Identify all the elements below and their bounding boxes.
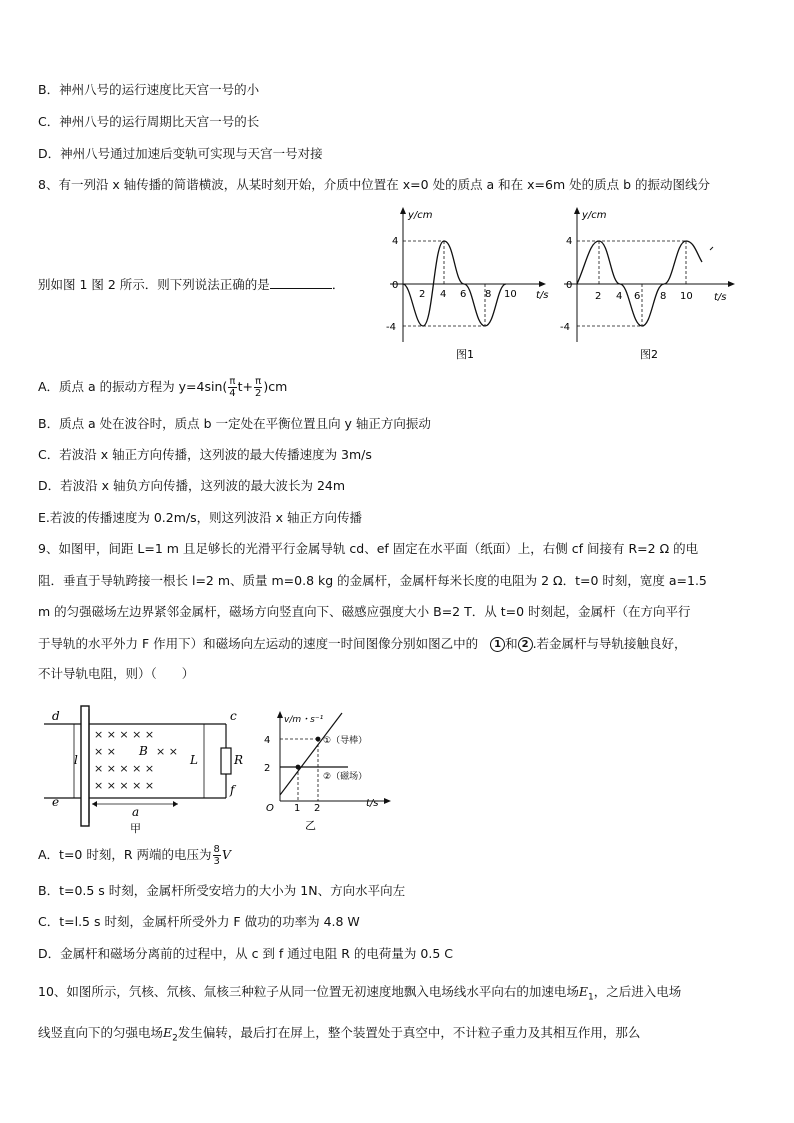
fig2-xtick-8: 8 <box>660 291 667 302</box>
fig-yi-ytick-4: 4 <box>264 735 271 746</box>
q10-stem-line1 <box>38 984 681 1006</box>
q8-stem-text: 别如图 1 图 2 所示．则下列说法正确的是 <box>38 277 270 292</box>
q9-figure-yi <box>258 705 398 835</box>
fig1-ytick-0: 0 <box>392 280 399 291</box>
fraction-numerator: 8 <box>213 844 220 855</box>
label-c: c <box>230 709 237 723</box>
fig1-xtick-6: 6 <box>460 289 467 300</box>
fig2-caption: 图2 <box>640 348 658 361</box>
q8-option-a <box>38 376 287 399</box>
fig1-ylabel: y/cm <box>408 210 433 221</box>
fig1-xtick-2: 2 <box>419 289 426 300</box>
fig2-xlabel: t/s <box>714 292 727 303</box>
fig-yi-origin: O <box>266 803 274 814</box>
fig2-xtick-10: 10 <box>680 291 693 302</box>
circled-number-2: 2 <box>518 637 533 652</box>
symbol-e2: E <box>163 1025 173 1040</box>
q8-figure-1 <box>378 204 553 364</box>
fig1-xtick-4: 4 <box>440 289 447 300</box>
q10-stem-text-end: ，之后进入电场 <box>593 984 682 999</box>
q7-option-c: C．神州八号的运行周期比天宫一号的长 <box>38 114 260 129</box>
svg-text:× × × × ×: × × × × × <box>94 728 155 741</box>
conjunction: 和 <box>505 636 518 651</box>
q10-stem-text2-end: 发生偏转，最后打在屏上，整个装置处于真空中，不计粒子重力及其相互作用，那么 <box>177 1025 641 1040</box>
q8-option-c: C．若波沿 x 轴正方向传播，这列波的最大传播速度为 3m/s <box>38 447 372 462</box>
q8-stem-line1: 8、有一列沿 x 轴传播的简谐横波，从某时刻开始，介质中位置在 x=0 处的质点 a 和在 x=6m 处的质点 b 的振动图线分 <box>38 177 711 192</box>
q8-option-a-mid: t+ <box>237 379 253 394</box>
q8-stem-end: ． <box>331 277 345 292</box>
fig1-xtick-8: 8 <box>485 289 492 300</box>
fig1-ytick-neg4: -4 <box>386 322 396 333</box>
fraction-denominator: 2 <box>255 388 262 399</box>
q9-stem-line3: m 的匀强磁场左边界紧邻金属杆，磁场方向竖直向下、磁感应强度大小 B=2 T．从 t=0 时刻起，金属杆（在方向平行 <box>38 604 691 619</box>
q7-option-b: B．神州八号的运行速度比天宫一号的小 <box>38 82 260 97</box>
fig1-caption: 图1 <box>456 348 474 361</box>
svg-text:× ×: × × <box>156 745 178 758</box>
fig-yi-caption: 乙 <box>305 819 316 832</box>
label-d: d <box>52 709 60 723</box>
q8-option-d: D．若波沿 x 轴负方向传播，这列波的最大波长为 24m <box>38 478 346 493</box>
fig-yi-ytick-2: 2 <box>264 763 271 774</box>
q8-stem-line2 <box>38 276 344 293</box>
fraction-8-over-3 <box>213 844 221 867</box>
q9-option-a-prefix: A．t=0 时刻，R 两端的电压为 <box>38 847 212 862</box>
fig-jia-caption: 甲 <box>130 822 141 834</box>
fig1-ytick-4: 4 <box>392 236 399 247</box>
label-b: B <box>139 744 148 758</box>
q8-figure-2 <box>552 204 742 364</box>
label-l-lower: l <box>74 753 78 767</box>
fig2-ytick-0: 0 <box>566 280 573 291</box>
q9-option-a <box>38 844 231 867</box>
fig2-xtick-4: 4 <box>616 291 623 302</box>
q8-option-e: E.若波的传播速度为 0.2m/s，则这列波沿 x 轴正方向传播 <box>38 510 362 525</box>
magnetic-field-crosses <box>94 728 178 792</box>
label-e: e <box>52 795 60 809</box>
line-1-rod <box>280 713 342 795</box>
q9-option-d: D．金属杆和磁场分离前的过程中，从 c 到 f 通过电阻 R 的电荷量为 0.5 C <box>38 946 453 961</box>
answer-blank <box>270 276 332 289</box>
q8-option-b: B．质点 a 处在波谷时，质点 b 一定处在平衡位置且向 y 轴正方向振动 <box>38 416 431 431</box>
q10-stem-text: 10、如图所示，氕核、氘核、氚核三种粒子从同一位置无初速度地飘入电场线水平向右的加速电场 <box>38 984 579 999</box>
q9-option-b: B．t=0.5 s 时刻，金属杆所受安培力的大小为 1N、方向水平向左 <box>38 883 406 898</box>
q9-stem-line5: 不计导轨电阻，则）（ ） <box>38 666 195 681</box>
symbol-e2-subscript: 2 <box>172 1033 178 1044</box>
label-l-upper: L <box>190 753 198 767</box>
circled-number-1: 1 <box>490 637 505 652</box>
label-a: a <box>132 805 140 819</box>
q9-stem-text: 于导轨的水平外力 F 作用下）和磁场向左运动的速度一时间图像分别如图乙中的 <box>38 636 479 651</box>
q9-stem-line2: 阻．垂直于导轨跨接一根长 l=2 m、质量 m=0.8 kg 的金属杆，金属杆每米长度的电阻为 2 Ω．t=0 时刻，宽度 a=1.5 <box>38 573 707 588</box>
fig2-xtick-6: 6 <box>634 291 641 302</box>
label-r: R <box>234 753 244 767</box>
fig2-ylabel: y/cm <box>582 210 607 221</box>
q9-stem-line1: 9、如图甲，间距 L=1 m 且足够长的光滑平行金属导轨 cd、ef 固定在水平面（纸面）上，右侧 cf 间接有 R=2 Ω 的电 <box>38 541 699 556</box>
fig-yi-ylabel: v/m・s⁻¹ <box>284 715 324 725</box>
fig1-xlabel: t/s <box>536 290 549 301</box>
line-2-label: ②（磁场） <box>323 772 368 782</box>
fig2-ytick-4: 4 <box>566 236 573 247</box>
q7-option-d: D．神州八号通过加速后变轨可实现与天宫一号对接 <box>38 146 323 161</box>
q9-figure-jia <box>44 700 254 834</box>
fig2-xtick-2: 2 <box>595 291 602 302</box>
svg-text:× ×: × × <box>94 745 116 758</box>
q8-option-a-prefix: A．质点 a 的振动方程为 y=4sin( <box>38 379 228 394</box>
resistor-r <box>221 748 231 774</box>
symbol-e1: E <box>578 984 589 999</box>
q9-stem-line4 <box>38 636 687 652</box>
q9-option-c: C．t=l.5 s 时刻，金属杆所受外力 F 做功的功率为 4.8 W <box>38 914 360 929</box>
q8-option-a-suffix: )cm <box>263 379 288 394</box>
svg-text:× × × × ×: × × × × × <box>94 779 155 792</box>
svg-text:× × × × ×: × × × × × <box>94 762 155 775</box>
label-f: f <box>230 783 235 797</box>
metal-rod <box>81 706 89 826</box>
fig-yi-xtick-1: 1 <box>294 803 301 814</box>
unit-v: V <box>221 847 231 862</box>
fraction-numerator: π <box>229 376 236 387</box>
fig1-xtick-10: 10 <box>504 289 517 300</box>
fraction-pi-over-2 <box>254 376 262 399</box>
q10-stem-text2: 线竖直向下的匀强电场 <box>38 1025 164 1040</box>
fig2-ytick-neg4: -4 <box>560 322 570 333</box>
fraction-denominator: 3 <box>213 856 220 867</box>
fig-yi-xtick-2: 2 <box>314 803 321 814</box>
fraction-pi-over-4 <box>228 376 236 399</box>
fraction-numerator: π <box>255 376 262 387</box>
line-1-label: ①（导棒） <box>323 736 368 746</box>
symbol-e1-subscript: 1 <box>588 992 594 1003</box>
q9-stem-text-end: .若金属杆与导轨接触良好， <box>532 636 687 651</box>
fig-yi-xlabel: t/s <box>366 798 379 809</box>
fraction-denominator: 4 <box>229 388 236 399</box>
q10-stem-line2 <box>38 1025 640 1047</box>
